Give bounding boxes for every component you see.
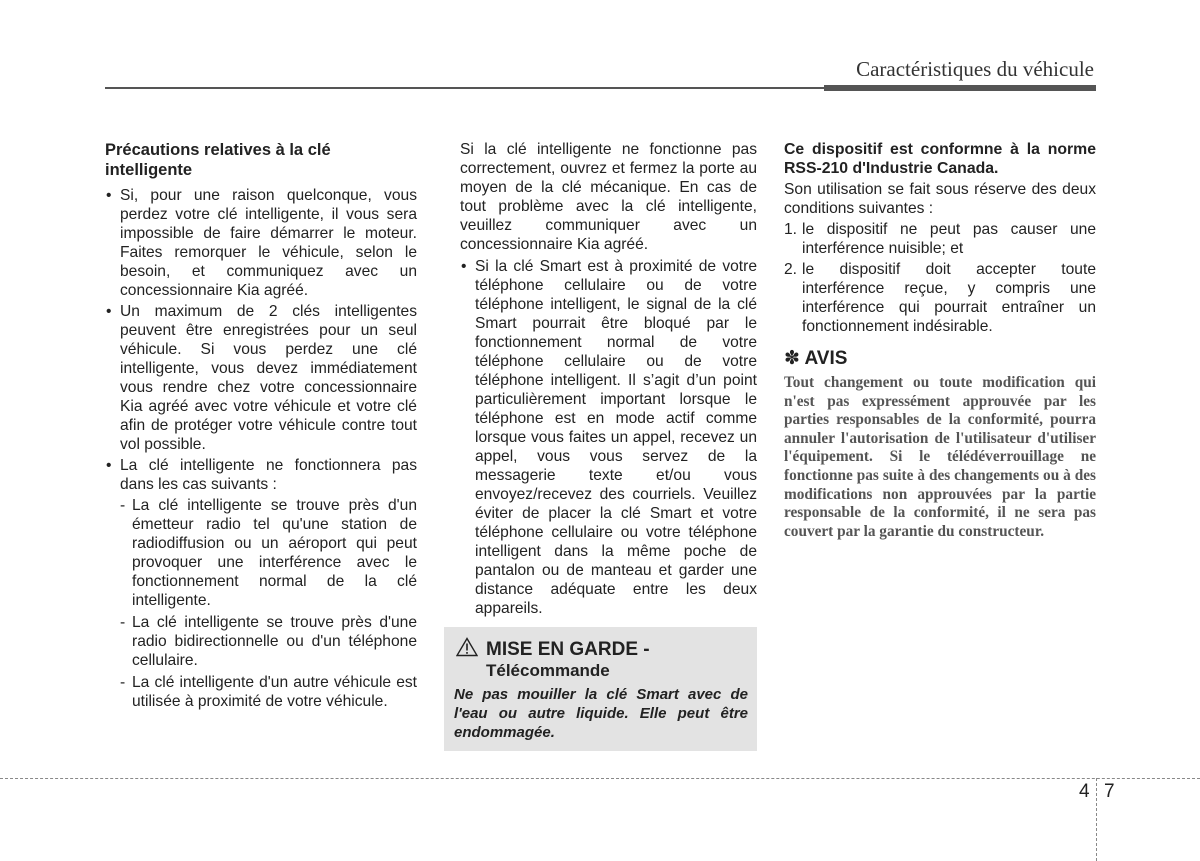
sub-list-item: - La clé intelligente se trouve près d'une radio bidirectionnelle ou d'un téléphone cellulaire. — [120, 613, 417, 670]
list-item — [784, 220, 1096, 258]
sub-list-item: - La clé intelligente se trouve près d'un émetteur radio tel qu'une station de radiodiffusion ou un aéroport qui peut provoquer une interférence avec le fonctionnement normal de la clé intelligente. — [120, 496, 417, 610]
notice-body: Tout changement ou toute modification qui n'est pas expressément approuvée par les parties responsables de la conformité, pourra annuler l'autorisation de l'utilisateur d'utiliser l'équipement. Si le télédéverrouillage ne fonctionne pas suite à des changements ou à des modifications non approuvées par la partie responsable de la conformité, il ne sera pas couvert par la garantie du constructeur. — [784, 374, 1096, 540]
warning-title-text: MISE EN GARDE - — [486, 639, 650, 660]
sub-list — [120, 496, 417, 711]
list-item — [784, 260, 1096, 336]
header-rule-accent — [824, 85, 1096, 91]
column-left — [105, 140, 417, 714]
compliance-heading: Ce dispositif est conformne à la norme RSS-210 d'Industrie Canada. — [784, 141, 1096, 177]
warning-box — [444, 627, 757, 751]
header-title: Caractéristiques du véhicule — [856, 57, 1094, 81]
footer-divider — [0, 778, 1200, 779]
bullet-list — [460, 257, 757, 618]
list-item-text: le dispositif ne peut pas causer une interférence nuisible; et — [802, 221, 1096, 257]
list-number: 1. — [784, 221, 798, 238]
sub-list-item: - La clé intelligente d'un autre véhicule est utilisée à proximité de votre véhicule. — [120, 673, 417, 711]
list-item: • Un maximum de 2 clés intelligentes peuvent être enregistrées pour un seul véhicule. Si vous perdez une clé intelligente, vous devez immédiatement vous rendre chez votre concessionnaire Kia agréé avec votre véhicule et votre clé afin de protéger votre véhicule contre tout vol possible. — [105, 302, 417, 454]
warning-title — [456, 637, 650, 661]
section-heading: Précautions relatives à la clé intelligente — [105, 141, 331, 179]
list-item: • Si la clé Smart est à proximité de votre téléphone cellulaire ou de votre téléphone intelligent, le signal de la clé Smart pourrait être bloqué par le fonctionnement normal de votre téléphone cellulaire ou de votre téléphone intelligent. Il s’agit d’un point particulièrement important lorsque le téléphone est en mode actif comme lorsque vous faites un appel, recevez un appel, vous vous servez de la messagerie texte et/ou vous envoyez/recevez des courriels. Veuillez éviter de placer la clé Smart et votre téléphone cellulaire ou votre téléphone intelligent dans la même poche de pantalon ou de manteau et garder une distance adéquate entre les deux appareils. — [460, 257, 757, 618]
list-item-text: La clé intelligente ne fonctionnera pas dans les cas suivants : — [120, 457, 417, 493]
list-number: 2. — [784, 261, 798, 278]
warning-triangle-icon — [456, 637, 478, 657]
list-item: • Si, pour une raison quelconque, vous perdez votre clé intelligente, il vous sera impossible de faire démarrer le moteur. Faites remorquer le véhicule, selon le besoin, et communiquez avec un concessionnaire Kia agréé. — [105, 186, 417, 300]
column-right — [784, 140, 1096, 541]
bullet-list — [105, 186, 417, 711]
section-number: 4 — [1079, 781, 1090, 802]
warning-subtitle: Télécommande — [486, 661, 610, 680]
list-item — [105, 456, 417, 711]
notice-title: ✽ AVIS — [784, 348, 848, 369]
paragraph: Son utilisation se fait sous réserve des deux conditions suivantes : — [784, 181, 1096, 217]
paragraph: Si la clé intelligente ne fonctionne pas correctement, ouvrez et fermez la porte au moyen de la clé mécanique. En cas de tout problème avec la clé intelligente, veuillez communiquer avec un concessionnaire Kia agréé. — [460, 141, 757, 253]
list-item-text: le dispositif doit accepter toute interférence reçue, y compris une interférence qui pourrait entraîner un fonctionnement indésirable. — [802, 261, 1096, 335]
column-middle — [460, 140, 757, 620]
page-number: 7 — [1104, 781, 1115, 802]
warning-body: Ne pas mouiller la clé Smart avec de l'eau ou autre liquide. Elle peut être endommagée. — [454, 686, 748, 741]
numbered-list — [784, 220, 1096, 336]
footer-vertical-divider — [1096, 778, 1097, 861]
